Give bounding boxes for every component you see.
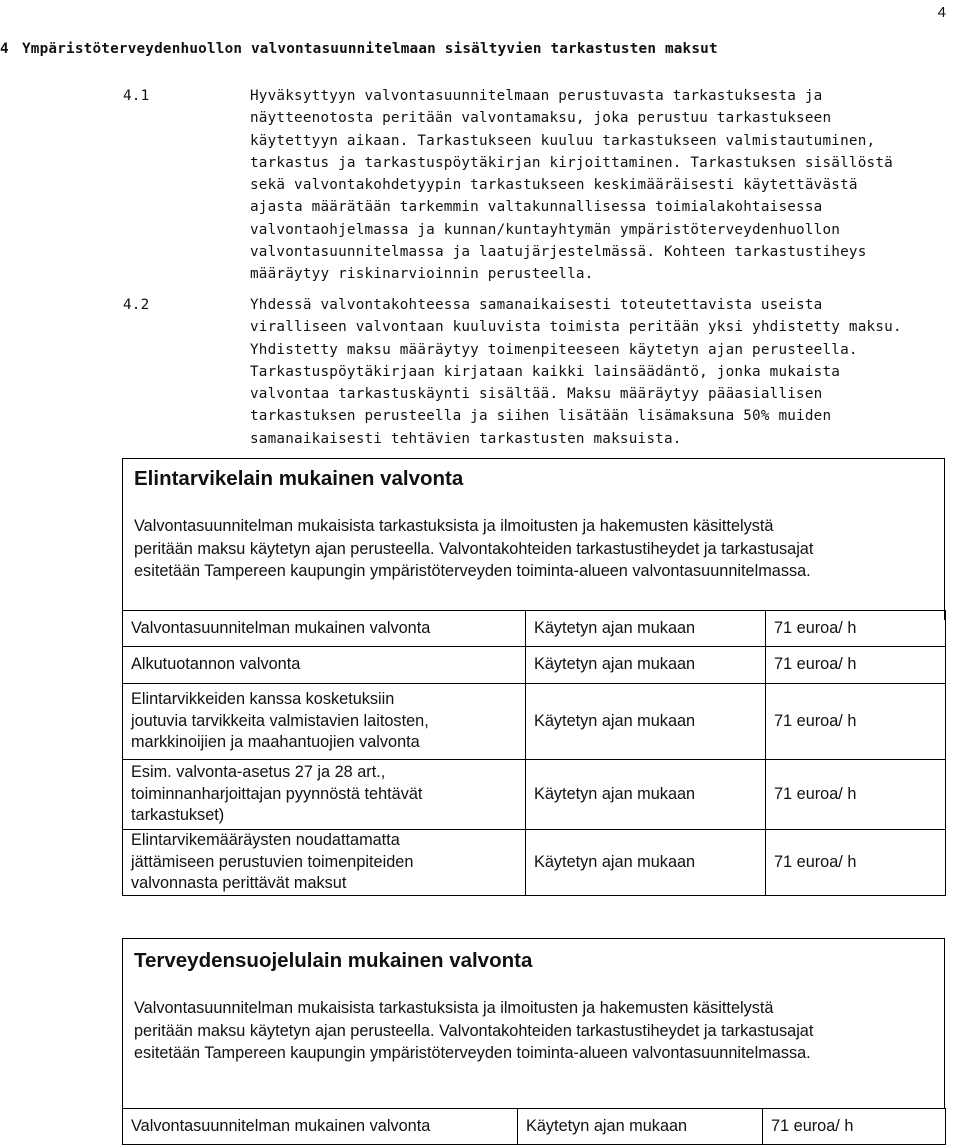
food-control-title: Elintarvikelain mukainen valvonta	[134, 467, 464, 490]
health-control-fee-table	[122, 1108, 946, 1145]
subsection-paragraph	[250, 294, 910, 450]
paragraph-line: valvontaohjelmassa ja kunnan/kuntayhtymän ympäristöterveydenhuollon	[250, 221, 841, 238]
paragraph-line: määräytyy riskinarvioinnin perusteella.	[250, 266, 594, 283]
paragraph-line: tarkastus ja tarkastuspöytäkirjan kirjoittaminen. Tarkastuksen sisällöstä	[250, 154, 893, 171]
fee-price: 71 euroa/ h	[766, 830, 946, 896]
box-text-line: esitetään Tampereen kaupungin ympäristöterveyden toiminta-alueen valvontasuunnitelmassa.	[134, 562, 811, 580]
box-text-line: esitetään Tampereen kaupungin ympäristöterveyden toiminta-alueen valvontasuunnitelmassa.	[134, 1044, 811, 1062]
fee-price: 71 euroa/ h	[766, 647, 946, 684]
paragraph-line: valvontasuunnitelmassa ja laatujärjestelmässä. Kohteen tarkastustiheys	[250, 244, 867, 261]
paragraph-line: tarkastuksen perusteella ja siihen lisätään lisämaksuna 50% muiden	[250, 408, 832, 425]
fee-item: Alkutuotannon valvonta	[123, 647, 526, 684]
fee-price: 71 euroa/ h	[766, 611, 946, 647]
health-control-title: Terveydensuojelulain mukainen valvonta	[134, 949, 533, 972]
fee-item: Valvontasuunnitelman mukainen valvonta	[123, 611, 526, 647]
box-text-line: Valvontasuunnitelman mukaisista tarkastuksista ja ilmoitusten ja hakemusten käsittelystä	[134, 517, 774, 535]
paragraph-line: Yhdessä valvontakohteessa samanaikaisesti toteutettavista useista	[250, 297, 823, 313]
paragraph-line: Tarkastuspöytäkirjaan kirjataan kaikki lainsäädäntö, jonka mukaista	[250, 363, 841, 380]
food-control-text	[134, 515, 813, 583]
section-title: Ympäristöterveydenhuollon valvontasuunnitelmaan sisältyvien tarkastusten maksut	[22, 41, 718, 57]
table-row	[123, 611, 946, 647]
fee-basis: Käytetyn ajan mukaan	[518, 1109, 763, 1145]
subsection-number: 4.1	[123, 88, 150, 104]
section-number: 4	[0, 41, 9, 57]
table-row	[123, 684, 946, 760]
fee-item: Elintarvikemääräysten noudattamatta jättämiseen perustuvien toimenpiteiden valvonnasta perittävät maksut	[123, 830, 526, 896]
table-row	[123, 760, 946, 830]
paragraph-line: Hyväksyttyyn valvontasuunnitelmaan perustuvasta tarkastuksesta ja	[250, 88, 823, 104]
fee-item: Valvontasuunnitelman mukainen valvonta	[123, 1109, 518, 1145]
table-row	[123, 1109, 946, 1145]
paragraph-line: ajasta määrätään tarkemmin valtakunnallisessa toimialakohtaisessa	[250, 199, 823, 216]
paragraph-line: valvontaa tarkastuskäynti sisältää. Maksu määräytyy pääasiallisen	[250, 386, 823, 403]
fee-basis: Käytetyn ajan mukaan	[526, 647, 766, 684]
fee-basis: Käytetyn ajan mukaan	[526, 760, 766, 830]
fee-basis: Käytetyn ajan mukaan	[526, 684, 766, 760]
table-row	[123, 647, 946, 684]
page-number: 4	[937, 4, 946, 21]
paragraph-line: käytettyyn aikaan. Tarkastukseen kuuluu tarkastukseen valmistautuminen,	[250, 132, 876, 149]
health-control-box	[122, 938, 945, 1109]
box-text-line: peritään maksu käytetyn ajan perusteella. Valvontakohteiden tarkastustiheydet ja tarkastusajat	[134, 1021, 814, 1040]
food-control-fee-table	[122, 610, 946, 896]
fee-price: 71 euroa/ h	[766, 760, 946, 830]
paragraph-line: sekä valvontakohdetyypin tarkastukseen keskimääräisesti käytettävästä	[250, 177, 858, 194]
paragraph-line: Yhdistetty maksu määräytyy toimenpiteeseen käytetyn ajan perusteella.	[250, 341, 858, 358]
fee-price: 71 euroa/ h	[766, 684, 946, 760]
health-control-text	[134, 997, 813, 1065]
paragraph-line: näytteenotosta peritään valvontamaksu, joka perustuu tarkastukseen	[250, 110, 832, 127]
fee-item: Elintarvikkeiden kanssa kosketuksiin joutuvia tarvikkeita valmistavien laitosten, markkinoijien ja maahantuojien valvonta	[123, 684, 526, 760]
paragraph-line: viralliseen valvontaan kuuluvista toimista peritään yksi yhdistetty maksu.	[250, 319, 902, 336]
box-text-line: peritään maksu käytetyn ajan perusteella. Valvontakohteiden tarkastustiheydet ja tarkastusajat	[134, 539, 814, 558]
fee-item: Esim. valvonta-asetus 27 ja 28 art., toiminnanharjoittajan pyynnöstä tehtävät tarkastukset)	[123, 760, 526, 830]
fee-price: 71 euroa/ h	[763, 1109, 946, 1145]
paragraph-line: samanaikaisesti tehtävien tarkastusten maksuista.	[250, 430, 682, 447]
subsection-paragraph	[250, 85, 910, 286]
food-control-box	[122, 458, 945, 620]
table-row	[123, 830, 946, 896]
subsection-number: 4.2	[123, 297, 150, 313]
fee-basis: Käytetyn ajan mukaan	[526, 611, 766, 647]
fee-basis: Käytetyn ajan mukaan	[526, 830, 766, 896]
box-text-line: Valvontasuunnitelman mukaisista tarkastuksista ja ilmoitusten ja hakemusten käsittelystä	[134, 999, 774, 1017]
